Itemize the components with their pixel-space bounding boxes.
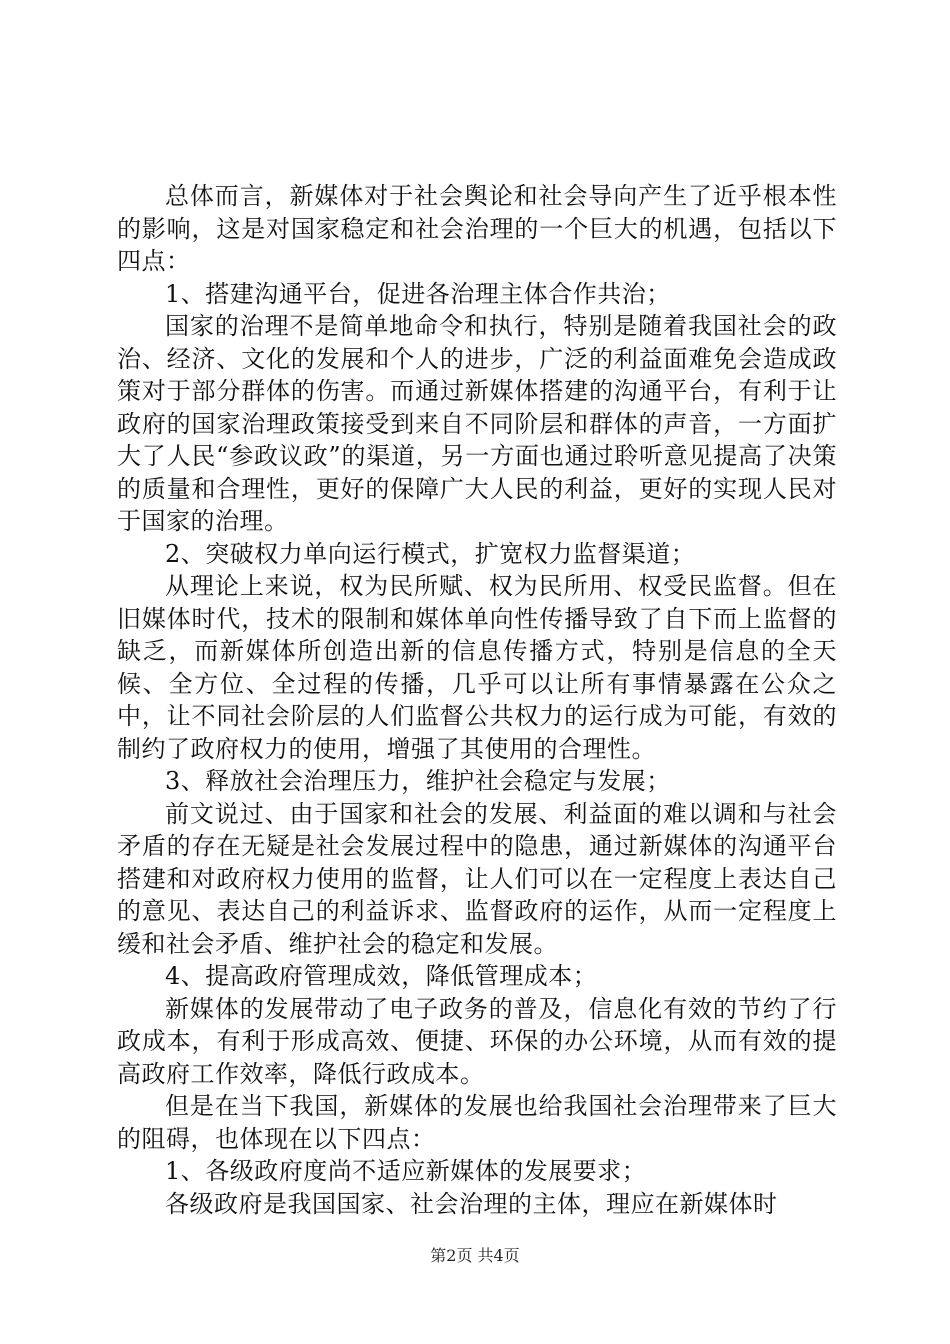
page-footer: [0, 1243, 950, 1266]
paragraph: 新媒体的发展带动了电子政务的普及，信息化有效的节约了行政成本，有利于形成高效、便捷、环保的办公环境，从而有效的提高政府工作效率，降低行政成本。: [117, 994, 837, 1088]
numbered-point-heading: 3、释放社会治理压力，维护社会稳定与发展；: [165, 767, 671, 795]
paragraph: 总体而言，新媒体对于社会舆论和社会导向产生了近乎根本性的影响，这是对国家稳定和社会治理的一个巨大的机遇，包括以下四点：: [117, 182, 837, 275]
paragraph: 从理论上来说，权为民所赋、权为民所用、权受民监督。但在旧媒体时代，技术的限制和媒体单向性传播导致了自下而上监督的缺乏，而新媒体所创造出新的信息传播方式，特别是信息的全天候、全方位、全过程的传播，几乎可以让所有事情暴露在公众之中，让不同社会阶层的人们监督公共权力的运行成为可能，有效的制约了政府权力的使用，增强了其使用的合理性。: [117, 572, 837, 763]
numbered-point-heading: 4、提高政府管理成效，降低管理成本；: [165, 962, 598, 990]
paragraph: 但是在当下我国，新媒体的发展也给我国社会治理带来了巨大的阻碍，也体现在以下四点：: [117, 1092, 837, 1153]
paragraph: 前文说过、由于国家和社会的发展、利益面的难以调和与社会矛盾的存在无疑是社会发展过程中的隐患，通过新媒体的沟通平台搭建和对政府权力使用的监督，让人们可以在一定程度上表达自己的意见、表达自己的利益诉求、监督政府的运作，从而一定程度上缓和社会矛盾、维护社会的稳定和发展。: [117, 799, 837, 958]
numbered-point-heading: 1、各级政府度尚不适应新媒体的发展要求；: [165, 1157, 647, 1185]
page-number-label: 第2页 共4页: [430, 1246, 520, 1265]
paragraph: 国家的治理不是简单地命令和执行，特别是随着我国社会的政治、经济、文化的发展和个人的进步，广泛的利益面难免会造成政策对于部分群体的伤害。而通过新媒体搭建的沟通平台，有利于让政府的国家治理政策接受到来自不同阶层和群体的声音，一方面扩大了人民“参政议政”的渠道，另一方面也通过聆听意见提高了决策的质量和合理性，更好的保障广大人民的利益，更好的实现人民对于国家的治理。: [117, 312, 837, 535]
numbered-point-heading: 1、搭建沟通平台，促进各治理主体合作共治；: [165, 279, 671, 308]
numbered-point-heading: 2、突破权力单向运行模式，扩宽权力监督渠道；: [165, 539, 696, 568]
paragraph: 各级政府是我国国家、社会治理的主体，理应在新媒体时: [165, 1189, 778, 1218]
document-body: [117, 180, 837, 1220]
